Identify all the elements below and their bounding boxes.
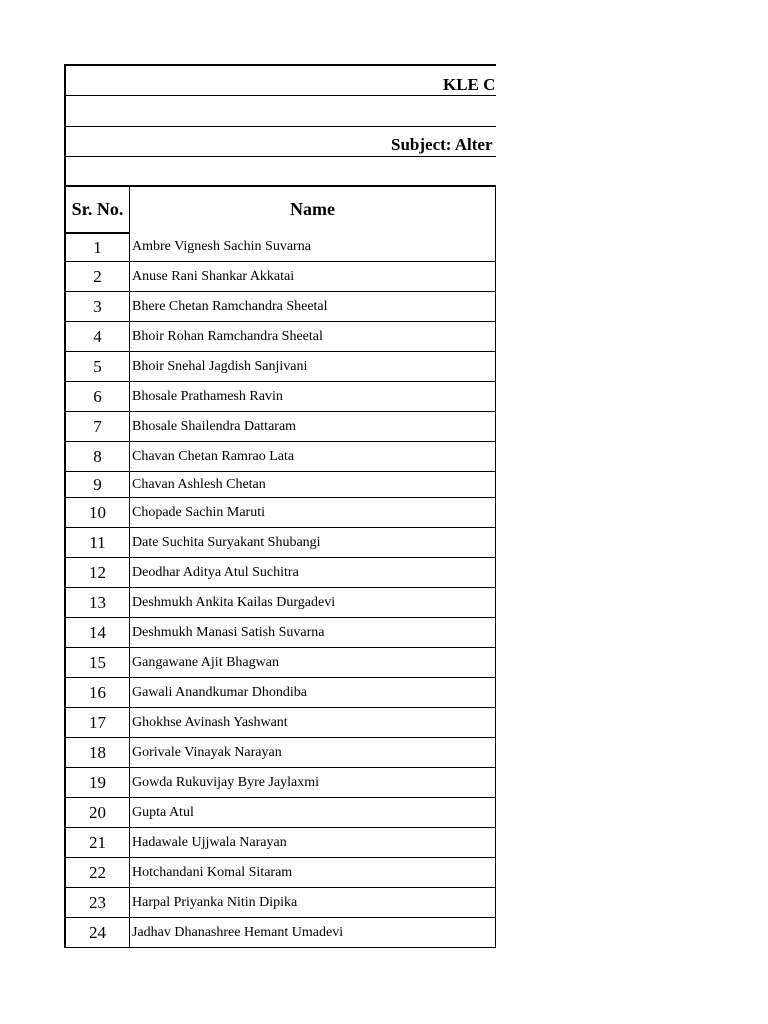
name-cell: Chavan Chetan Ramrao Lata: [130, 442, 496, 472]
table-row: [64, 648, 496, 678]
name-cell: Chopade Sachin Maruti: [130, 498, 496, 528]
sr-no-cell: 17: [64, 708, 130, 738]
name-cell: Ambre Vignesh Sachin Suvarna: [130, 232, 496, 262]
sr-no-cell: 16: [64, 678, 130, 708]
table-row: [64, 708, 496, 738]
sr-no-cell: 19: [64, 768, 130, 798]
table-row: [64, 498, 496, 528]
name-cell: Bhere Chetan Ramchandra Sheetal: [130, 292, 496, 322]
name-cell: Anuse Rani Shankar Akkatai: [130, 262, 496, 292]
name-cell: Deodhar Aditya Atul Suchitra: [130, 558, 496, 588]
name-cell: Ghokhse Avinash Yashwant: [130, 708, 496, 738]
sr-no-cell: 22: [64, 858, 130, 888]
header-sr-no: Sr. No.: [64, 185, 130, 232]
table-row: [64, 442, 496, 472]
table-row: [64, 528, 496, 558]
sr-no-cell: 12: [64, 558, 130, 588]
table-row: [64, 322, 496, 352]
table-row: [64, 798, 496, 828]
table-row: [64, 588, 496, 618]
table-row: [64, 262, 496, 292]
name-cell: Bhoir Rohan Ramchandra Sheetal: [130, 322, 496, 352]
table-row: [64, 768, 496, 798]
table-row: [64, 858, 496, 888]
sr-no-cell: 2: [64, 262, 130, 292]
name-cell: Gorivale Vinayak Narayan: [130, 738, 496, 768]
title-row: [66, 66, 496, 96]
sr-no-cell: 9: [64, 472, 130, 498]
sr-no-cell: 3: [64, 292, 130, 322]
sr-no-cell: 11: [64, 528, 130, 558]
table-header: [64, 185, 496, 232]
sr-no-cell: 21: [64, 828, 130, 858]
sr-no-cell: 18: [64, 738, 130, 768]
sr-no-cell: 6: [64, 382, 130, 412]
blank-title-row: [66, 96, 496, 127]
sr-no-cell: 14: [64, 618, 130, 648]
sr-no-cell: 23: [64, 888, 130, 918]
name-cell: Harpal Priyanka Nitin Dipika: [130, 888, 496, 918]
blank-title-row: [66, 157, 496, 185]
table-row: [64, 352, 496, 382]
sr-no-cell: 15: [64, 648, 130, 678]
name-cell: Date Suchita Suryakant Shubangi: [130, 528, 496, 558]
table-row: [64, 232, 496, 262]
table-row: [64, 678, 496, 708]
table-row: [64, 888, 496, 918]
table-row: [64, 558, 496, 588]
sheet-title-block: [64, 64, 496, 185]
sr-no-cell: 7: [64, 412, 130, 442]
name-cell: Hadawale Ujjwala Narayan: [130, 828, 496, 858]
sr-no-cell: 20: [64, 798, 130, 828]
sr-no-cell: 10: [64, 498, 130, 528]
name-cell: Chavan Ashlesh Chetan: [130, 472, 496, 498]
table-row: [64, 618, 496, 648]
name-cell: Bhosale Shailendra Dattaram: [130, 412, 496, 442]
sr-no-cell: 5: [64, 352, 130, 382]
student-table-body: [64, 232, 496, 948]
table-row: [64, 918, 496, 948]
sr-no-cell: 13: [64, 588, 130, 618]
name-cell: Bhosale Prathamesh Ravin: [130, 382, 496, 412]
sr-no-cell: 4: [64, 322, 130, 352]
subject-title: Subject: Alter: [391, 135, 493, 154]
table-row: [64, 382, 496, 412]
sr-no-cell: 1: [64, 232, 130, 262]
name-cell: Gawali Anandkumar Dhondiba: [130, 678, 496, 708]
name-cell: Gangawane Ajit Bhagwan: [130, 648, 496, 678]
institution-title: KLE C: [443, 75, 496, 94]
table-row: [64, 412, 496, 442]
table-row: [64, 828, 496, 858]
name-cell: Deshmukh Ankita Kailas Durgadevi: [130, 588, 496, 618]
table-row: [64, 472, 496, 498]
sr-no-cell: 8: [64, 442, 130, 472]
name-cell: Jadhav Dhanashree Hemant Umadevi: [130, 918, 496, 948]
name-cell: Gupta Atul: [130, 798, 496, 828]
sr-no-cell: 24: [64, 918, 130, 948]
table-row: [64, 738, 496, 768]
header-name: Name: [130, 185, 496, 232]
name-cell: Bhoir Snehal Jagdish Sanjivani: [130, 352, 496, 382]
subject-row: [66, 127, 496, 157]
name-cell: Gowda Rukuvijay Byre Jaylaxmi: [130, 768, 496, 798]
name-cell: Hotchandani Komal Sitaram: [130, 858, 496, 888]
table-row: [64, 292, 496, 322]
name-cell: Deshmukh Manasi Satish Suvarna: [130, 618, 496, 648]
